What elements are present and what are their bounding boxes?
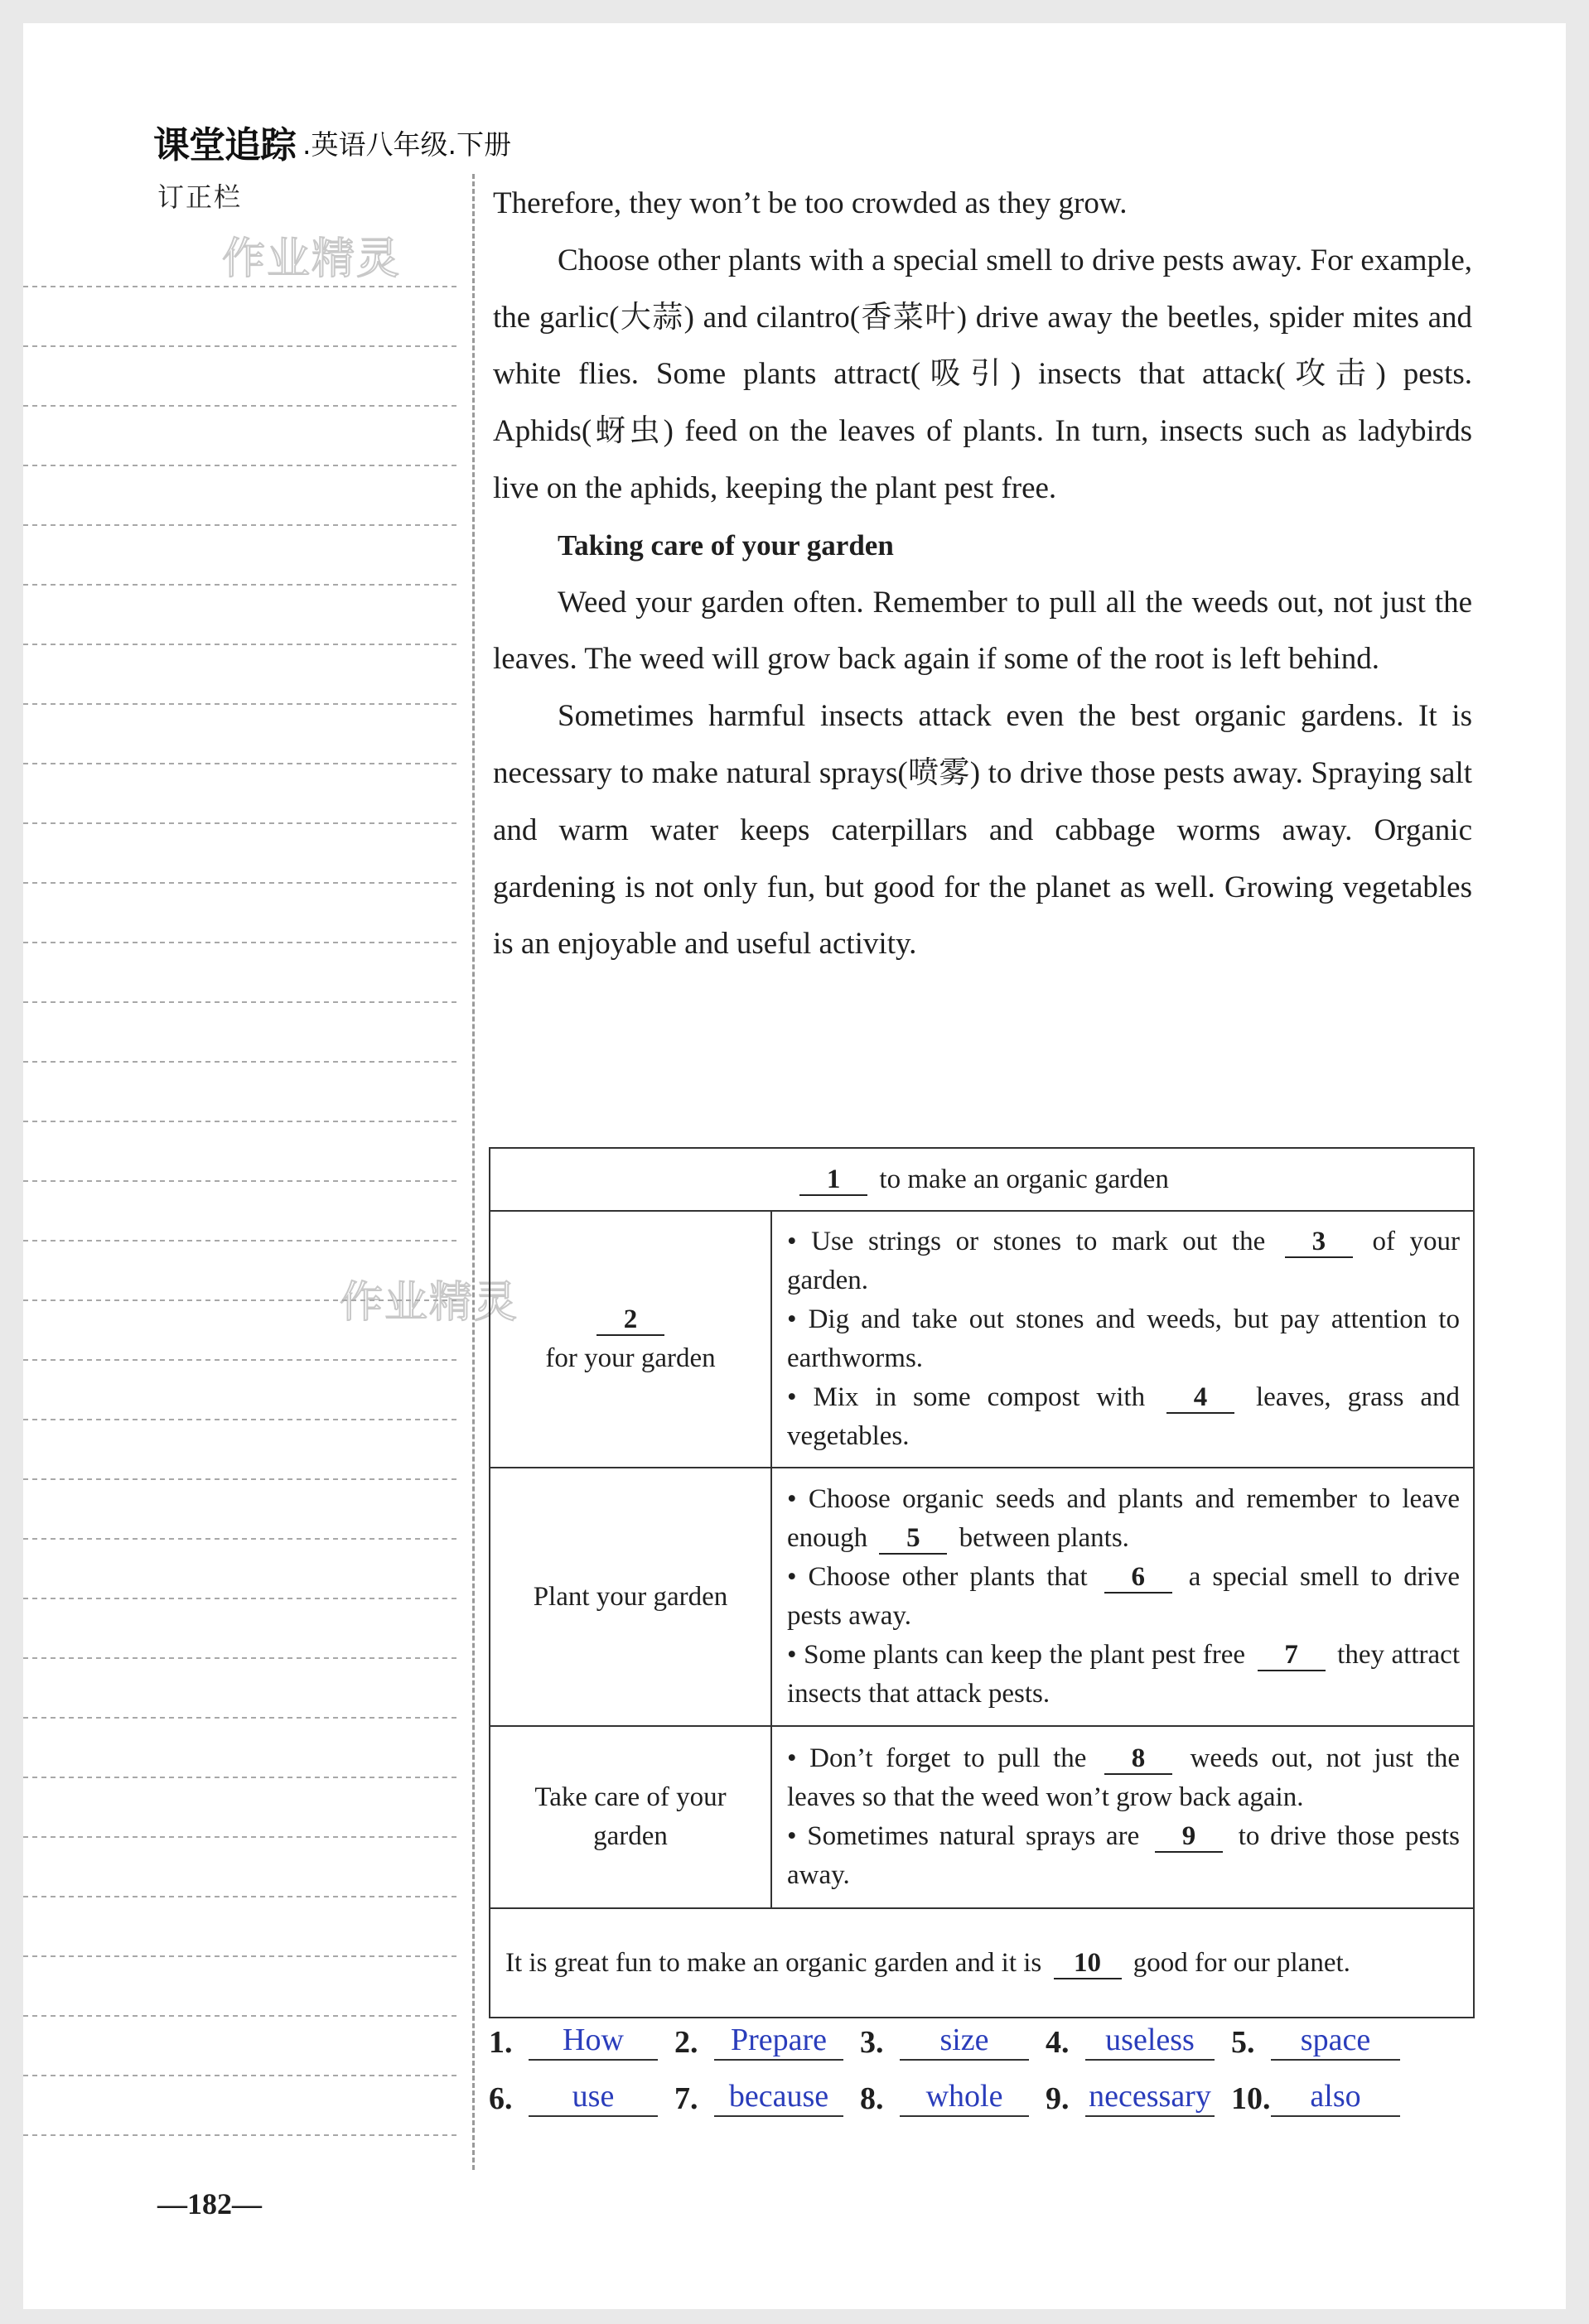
answer-value: useless	[1085, 2021, 1215, 2061]
bullet-text: • Dig and take out stones and weeds, but pay attention to earthworms.	[787, 1304, 1460, 1373]
reading-passage	[493, 176, 1472, 973]
bullet-text: • Don’t forget to pull the	[787, 1743, 1087, 1773]
passage-paragraph-4: Sometimes harmful insects attack even the best organic gardens. It is necessary to make natural sprays(喷雾) to drive those pests away. Spraying salt and warm water keeps caterpillars and cabbage worms away. Organic gardening is not only fun, but good for the planet as well. Growing vegetables is an enjoyable and useful activity.	[493, 699, 1472, 962]
bullet-text: between plants.	[959, 1523, 1129, 1553]
answer-number: 2.	[674, 2025, 698, 2060]
answer-number: 4.	[1046, 2025, 1070, 2060]
answer-value: space	[1271, 2021, 1400, 2061]
answer-value: size	[900, 2021, 1029, 2061]
passage-heading: Taking care of your garden	[558, 528, 894, 562]
passage-paragraph-2: Choose other plants with a special smell to drive pests away. For example, the garlic(大蒜) and cilantro(香菜叶) drive away the beetles, spider mites and white flies. Some plants attract(吸引) insects that attack(攻击) pests. Aphids(蚜虫) feed on the leaves of plants. In turn, insects such as ladybirds live on the aphids, keeping the plant pest free.	[493, 243, 1472, 505]
table-row	[490, 1726, 1474, 1908]
blank-3: 3	[1285, 1227, 1353, 1258]
column-divider	[472, 174, 475, 2170]
row-label-cell	[490, 1468, 771, 1726]
row-content-cell	[771, 1211, 1474, 1468]
bullet-text: leaves, grass and vegetables.	[787, 1382, 1460, 1451]
row-content-cell	[771, 1468, 1474, 1726]
row-label-text: for your garden	[545, 1343, 716, 1373]
row-content-cell	[771, 1726, 1474, 1908]
book-subtitle: .英语八年级.下册	[302, 128, 511, 161]
answer-item	[489, 2021, 674, 2061]
passage-paragraph-1: Therefore, they won’t be too crowded as they grow.	[493, 186, 1128, 220]
bullet-text: weeds out, not just the leaves so that the weed won’t grow back again.	[787, 1743, 1460, 1812]
answer-item	[674, 2077, 860, 2117]
answer-number: 10.	[1231, 2081, 1271, 2116]
blank-5: 5	[879, 1523, 947, 1555]
answer-value: How	[529, 2021, 658, 2061]
answer-key	[489, 2004, 1483, 2117]
answer-number: 5.	[1231, 2025, 1255, 2060]
answer-row-1	[489, 2004, 1483, 2061]
bullet-text: to drive those pests away.	[787, 1821, 1461, 1890]
answer-number: 3.	[860, 2025, 884, 2060]
table-row	[490, 1211, 1474, 1468]
blank-2: 2	[596, 1304, 664, 1336]
blank-9: 9	[1155, 1821, 1223, 1853]
answer-value: because	[714, 2077, 843, 2117]
bullet-text: • Some plants can keep the plant pest free	[787, 1640, 1245, 1670]
bullet-text: • Sometimes natural sprays are	[787, 1821, 1140, 1851]
summary-table	[489, 1147, 1475, 2018]
answer-number: 7.	[674, 2081, 698, 2116]
bullet-text: • Mix in some compost with	[787, 1382, 1146, 1412]
answer-value: necessary	[1085, 2077, 1215, 2117]
row-label-cell	[490, 1211, 771, 1468]
book-logo: 课堂追踪	[153, 124, 296, 166]
answer-value: Prepare	[714, 2021, 843, 2061]
blank-6: 6	[1104, 1562, 1172, 1594]
watermark-middle: 作业精灵	[340, 1278, 519, 1328]
table-row	[490, 1468, 1474, 1726]
answer-number: 6.	[489, 2081, 513, 2116]
answer-item	[674, 2021, 860, 2061]
answer-value: whole	[900, 2077, 1029, 2117]
answer-item	[489, 2077, 674, 2117]
bullet-text: of your garden.	[787, 1227, 1460, 1295]
passage-paragraph-3: Weed your garden often. Remember to pull all the weeds out, not just the leaves. The weed will grow back again if some of the root is left behind.	[493, 585, 1472, 677]
answer-item	[1231, 2077, 1417, 2117]
blank-7: 7	[1258, 1640, 1326, 1671]
answer-item	[1046, 2021, 1231, 2061]
answer-number: 1.	[489, 2025, 513, 2060]
blank-8: 8	[1104, 1743, 1172, 1775]
answer-number: 8.	[860, 2081, 884, 2116]
table-title-text: to make an organic garden	[879, 1164, 1169, 1194]
foot-text: good for our planet.	[1133, 1947, 1350, 1978]
answer-item	[1231, 2021, 1417, 2061]
row-label-text: Take care of your garden	[534, 1782, 727, 1851]
table-foot-row	[490, 1908, 1474, 2018]
answer-item	[860, 2077, 1046, 2117]
page-number: —182—	[157, 2187, 262, 2220]
table-title-cell	[490, 1148, 1474, 1211]
answer-item	[1046, 2077, 1231, 2117]
watermark-top: 作业精灵	[222, 234, 402, 284]
answer-number: 9.	[1046, 2081, 1070, 2116]
foot-text: It is great fun to make an organic garden and it is	[505, 1947, 1042, 1978]
answer-value: also	[1271, 2077, 1400, 2117]
bullet-text: • Use strings or stones to mark out the	[787, 1227, 1266, 1256]
table-title-row	[490, 1148, 1474, 1211]
answer-item	[860, 2021, 1046, 2061]
table-foot-cell	[490, 1908, 1474, 2018]
blank-10: 10	[1054, 1948, 1122, 1979]
bullet-text: they attract insects that attack pests.	[787, 1640, 1460, 1709]
bullet-text: a special smell to drive pests away.	[787, 1562, 1461, 1631]
answer-row-2	[489, 2061, 1483, 2117]
answer-value: use	[529, 2077, 658, 2117]
blank-1: 1	[799, 1164, 867, 1196]
correction-title-text: 订正栏	[157, 181, 243, 213]
blank-4: 4	[1166, 1382, 1234, 1414]
bullet-text: • Choose other plants that	[787, 1562, 1088, 1592]
row-label-cell	[490, 1726, 771, 1908]
bullet-text: • Choose organic seeds and plants and remember to leave enough	[787, 1484, 1460, 1553]
row-label-text: Plant your garden	[533, 1581, 728, 1612]
